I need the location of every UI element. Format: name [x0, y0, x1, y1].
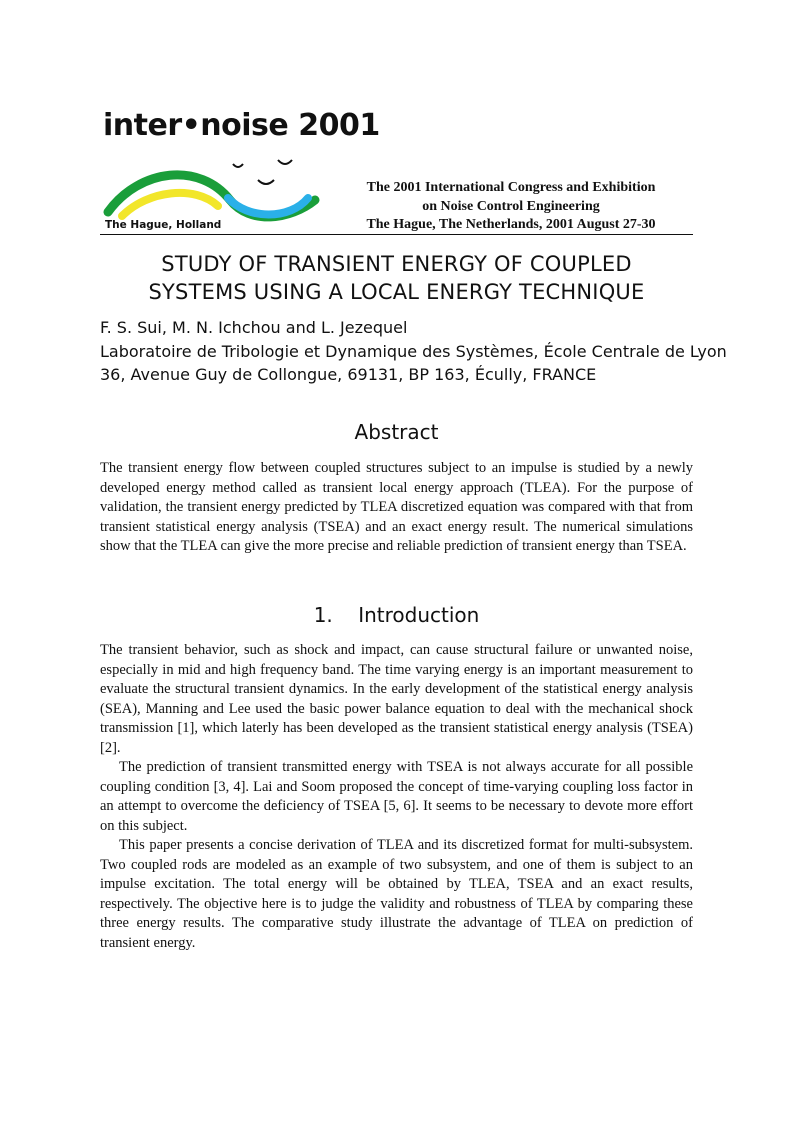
conference-line-2: on Noise Control Engineering	[422, 198, 600, 214]
affiliation-line-2: 36, Avenue Guy de Collongue, 69131, BP 163, Écully, FRANCE	[100, 365, 597, 384]
affiliation-line-1: Laboratoire de Tribologie et Dynamique des Systèmes, École Centrale de Lyon	[100, 342, 727, 361]
introduction-paragraph-3: This paper presents a concise derivation of TLEA and its discretized format for multi-subsystem. Two coupled rods are modeled as an example of two subsystem, and one of them is subject to an impulse excitation. The total energy will be obtained by TLEA, TSEA and an exact results, respectively. The objective here is to judge the validity and robustness of TLEA by comparing these three energy results. The comparative study illustrate the advantage of TLEA on prediction of transient energy.	[100, 837, 693, 951]
introduction-heading: 1. Introduction	[313, 603, 480, 627]
introduction-paragraph-2: The prediction of transient transmitted energy with TSEA is not always accurate for all possible coupling condition [3, 4]. Lai and Soom proposed the concept of time-varying coupling loss factor in an attempt to overcome the deficiency of TSEA [5, 6]. It seems to be necessary to devote more effort on this subject.	[100, 759, 693, 834]
abstract-heading: Abstract	[354, 420, 439, 444]
conference-line-3: The Hague, The Netherlands, 2001 August 27-30	[366, 217, 656, 232]
conference-logo-title: inter•noise 2001	[103, 108, 380, 143]
conference-logo-icon	[100, 150, 325, 230]
abstract-body: The transient energy flow between coupled structures subject to an impulse is studied by a newly developed energy method called as transient local energy approach (TLEA). For the purpose of validation, the transient energy predicted by TLEA discretized equation was compared with that from transient statistical energy analysis (TSEA) and an exact energy result. The numerical simulations show that the TLEA can give the more precise and reliable prediction of transient energy than TSEA.	[100, 460, 693, 554]
introduction-paragraph-1: The transient behavior, such as shock and impact, can cause structural failure or unwanted noise, especially in mid and high frequency band. The time varying energy is an important measurement to evaluate the structural transient dynamics. In the early development of the statistical energy analysis (SEA), Manning and Lee used the basic power balance equation to deal with the mechanical shock transmission [1], which laterly has been developed as the transient statistical energy analysis (TSEA) [2].	[100, 642, 693, 756]
author-list: F. S. Sui, M. N. Ichchou and L. Jezequel	[100, 318, 408, 337]
conference-line-1: The 2001 International Congress and Exhibition	[366, 180, 656, 195]
logo-location: The Hague, Holland	[105, 219, 222, 231]
conference-info	[326, 179, 696, 235]
title-line-2: SYSTEMS USING A LOCAL ENERGY TECHNIQUE	[148, 280, 645, 304]
title-line-1: STUDY OF TRANSIENT ENERGY OF COUPLED	[161, 252, 632, 276]
header-rule	[100, 234, 693, 235]
paper-title	[100, 250, 693, 306]
